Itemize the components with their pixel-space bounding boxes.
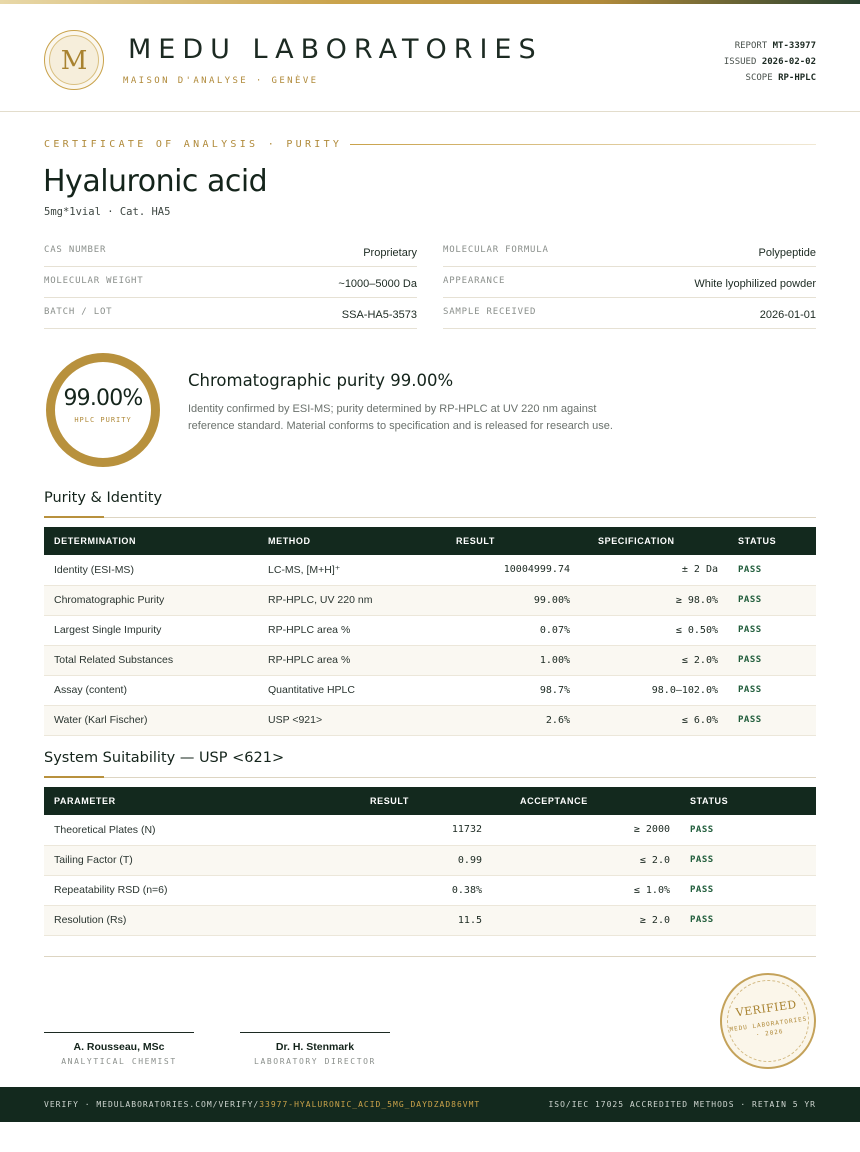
property-formula <box>443 236 816 267</box>
table-row <box>44 585 816 615</box>
table-header-row <box>44 787 816 815</box>
determination-cell: Largest Single Impurity <box>44 615 258 645</box>
determination-cell: Total Related Substances <box>44 645 258 675</box>
brand-name: MEDU LABORATORIES <box>128 34 543 65</box>
table-row <box>44 815 816 845</box>
status-badge: PASS <box>728 705 816 735</box>
property-key: MOLECULAR FORMULA <box>443 245 549 255</box>
spec-cell: ≤ 6.0% <box>580 705 728 735</box>
purity-table <box>44 527 816 736</box>
column-header: METHOD <box>268 536 311 546</box>
table-row <box>44 675 816 705</box>
determination-cell: Assay (content) <box>44 675 258 705</box>
column-header: STATUS <box>690 796 729 806</box>
table-row <box>44 705 816 735</box>
result-cell: 2.6% <box>418 705 580 735</box>
property-key: APPEARANCE <box>443 276 506 286</box>
acceptance-cell: ≥ 2.0 <box>492 905 680 935</box>
issued-line <box>724 54 816 70</box>
table-row <box>44 845 816 875</box>
table-row <box>44 875 816 905</box>
status-badge: PASS <box>680 845 816 875</box>
column-header: ACCEPTANCE <box>520 796 588 806</box>
result-cell: 11.5 <box>336 905 492 935</box>
acceptance-cell: ≤ 1.0% <box>492 875 680 905</box>
table-row <box>44 555 816 585</box>
parameter-cell: Tailing Factor (T) <box>44 845 336 875</box>
result-cell: 0.99 <box>336 845 492 875</box>
suitability-table <box>44 787 816 936</box>
stamp-title: VERIFIED <box>734 997 798 1020</box>
lab-logo <box>44 30 104 90</box>
signature-chemist <box>44 1032 194 1066</box>
report-meta <box>724 38 816 86</box>
method-cell: USP <921> <box>258 705 418 735</box>
purity-label: HPLC PURITY <box>74 416 132 424</box>
report-number-line <box>724 38 816 54</box>
status-badge: PASS <box>728 585 816 615</box>
method-cell: Quantitative HPLC <box>258 675 418 705</box>
scope-label: SCOPE <box>745 73 773 83</box>
page-footer <box>0 1087 860 1122</box>
property-weight <box>44 267 417 298</box>
accreditation-note: ISO/IEC 17025 ACCREDITED METHODS · RETAIN 5 YR <box>548 1100 816 1109</box>
method-cell: RP-HPLC area % <box>258 645 418 675</box>
status-badge: PASS <box>680 875 816 905</box>
report-label: REPORT <box>734 41 768 51</box>
column-header: SPECIFICATION <box>598 536 675 546</box>
spec-cell: ≤ 0.50% <box>580 615 728 645</box>
status-badge: PASS <box>680 905 816 935</box>
table-row <box>44 645 816 675</box>
property-key: MOLECULAR WEIGHT <box>44 276 144 286</box>
result-cell: 1.00% <box>418 645 580 675</box>
kicker-divider <box>350 144 816 145</box>
table-row <box>44 615 816 645</box>
spec-cell: ≥ 98.0% <box>580 585 728 615</box>
column-header: RESULT <box>456 536 495 546</box>
property-key: CAS NUMBER <box>44 245 107 255</box>
product-title: Hyaluronic acid <box>43 164 268 199</box>
suitability-section-title: System Suitability — USP <621> <box>44 750 285 766</box>
table-row <box>44 905 816 935</box>
logo-monogram: M <box>49 35 99 85</box>
determination-cell: Identity (ESI-MS) <box>44 555 258 585</box>
method-cell: LC-MS, [M+H]⁺ <box>258 555 418 585</box>
column-header: PARAMETER <box>54 796 116 806</box>
column-header: RESULT <box>370 796 409 806</box>
result-cell: 0.38% <box>336 875 492 905</box>
property-value: 2026-01-01 <box>759 309 816 321</box>
signatory-role: LABORATORY DIRECTOR <box>254 1057 376 1066</box>
property-key: SAMPLE RECEIVED <box>443 307 537 317</box>
spec-cell: ± 2 Da <box>580 555 728 585</box>
status-badge: PASS <box>728 615 816 645</box>
property-received <box>443 298 816 329</box>
purity-section-title: Purity & Identity <box>44 490 163 506</box>
property-value: Polypeptide <box>758 247 816 259</box>
property-value: SSA-HA5-3573 <box>341 309 417 321</box>
signature-director <box>240 1032 390 1066</box>
property-cas <box>44 236 417 267</box>
status-badge: PASS <box>728 675 816 705</box>
spec-cell: ≤ 2.0% <box>580 645 728 675</box>
result-cell: 10004999.74 <box>418 555 580 585</box>
section-divider <box>44 517 816 518</box>
table-header-row <box>44 527 816 555</box>
property-value: ~1000–5000 Da <box>338 278 417 290</box>
summary-heading: Chromatographic purity 99.00% <box>188 371 454 390</box>
method-cell: RP-HPLC area % <box>258 615 418 645</box>
property-batch <box>44 298 417 329</box>
signatory-role: ANALYTICAL CHEMIST <box>61 1057 177 1066</box>
status-badge: PASS <box>680 815 816 845</box>
acceptance-cell: ≥ 2000 <box>492 815 680 845</box>
column-header: STATUS <box>738 536 777 546</box>
product-subtitle: 5mg*1vial · Cat. HA5 <box>44 206 171 218</box>
brand-tagline: MAISON D'ANALYSE · GENÈVE <box>123 76 319 86</box>
certificate-kicker: CERTIFICATE OF ANALYSIS · PURITY <box>44 139 343 150</box>
determination-cell: Chromatographic Purity <box>44 585 258 615</box>
result-cell: 0.07% <box>418 615 580 645</box>
verify-link[interactable]: 33977-HYALURONIC_ACID_5MG_DAYDZAD86VMT <box>259 1100 481 1109</box>
result-cell: 98.7% <box>418 675 580 705</box>
issued-date: 2026-02-02 <box>761 57 816 67</box>
stamp-subtitle: MEDU LABORATORIES · 2026 <box>729 1015 808 1039</box>
signatory-name: Dr. H. Stenmark <box>275 1041 355 1053</box>
scope-value: RP-HPLC <box>778 73 816 83</box>
result-cell: 11732 <box>336 815 492 845</box>
verify-prefix: VERIFY · MEDULABORATORIES.COM/VERIFY/ <box>44 1100 260 1109</box>
issued-label: ISSUED <box>723 57 757 67</box>
scope-line <box>724 70 816 86</box>
result-cell: 99.00% <box>418 585 580 615</box>
section-accent <box>44 516 104 518</box>
verify-line <box>44 1100 480 1109</box>
verified-stamp <box>714 967 822 1075</box>
spec-cell: 98.0–102.0% <box>580 675 728 705</box>
purity-value: 99.00% <box>63 386 143 411</box>
page-header <box>0 4 860 112</box>
parameter-cell: Repeatability RSD (n=6) <box>44 875 336 905</box>
property-value: Proprietary <box>363 247 417 259</box>
section-accent <box>44 776 104 778</box>
signature-divider <box>44 956 816 957</box>
determination-cell: Water (Karl Fischer) <box>44 705 258 735</box>
property-appearance <box>443 267 816 298</box>
report-number: MT-33977 <box>772 41 816 51</box>
method-cell: RP-HPLC, UV 220 nm <box>258 585 418 615</box>
section-divider <box>44 777 816 778</box>
parameter-cell: Resolution (Rs) <box>44 905 336 935</box>
property-value: White lyophilized powder <box>694 278 816 290</box>
parameter-cell: Theoretical Plates (N) <box>44 815 336 845</box>
purity-ring <box>46 353 160 467</box>
property-key: BATCH / LOT <box>44 307 113 317</box>
status-badge: PASS <box>728 555 816 585</box>
summary-text: Identity confirmed by ESI-MS; purity determined by RP-HPLC at UV 220 nm against reference standard. Material conforms to specification and is released for research use. <box>188 403 613 432</box>
status-badge: PASS <box>728 645 816 675</box>
acceptance-cell: ≤ 2.0 <box>492 845 680 875</box>
column-header: DETERMINATION <box>54 536 137 546</box>
signatory-name: A. Rousseau, MSc <box>73 1041 165 1053</box>
